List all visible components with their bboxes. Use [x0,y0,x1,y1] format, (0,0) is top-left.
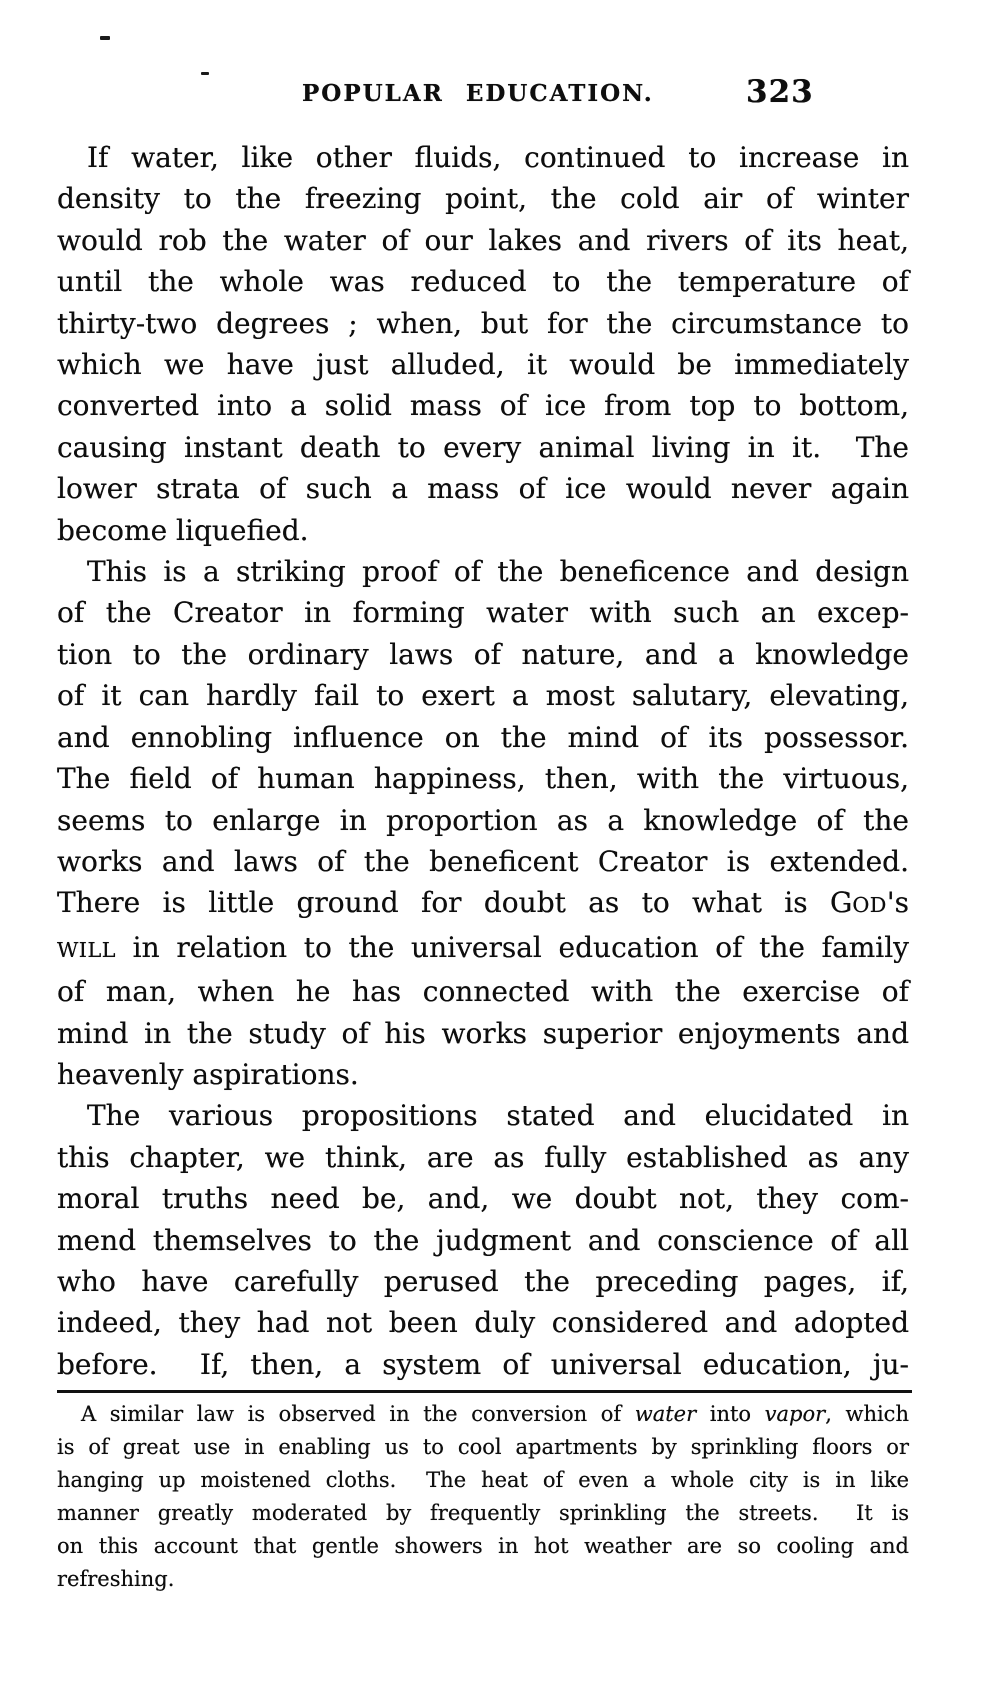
italic-text: vapor [764,1402,826,1426]
text-segment: become liquefied. [57,513,309,547]
text-segment: causing instant death to every animal living in it. The [57,430,909,464]
text-line [57,758,909,799]
text-line [57,1013,909,1054]
text-segment: who have carefully perused the preceding pages, if, [57,1264,909,1298]
text-segment: seems to enlarge in proportion as a knowledge of the [57,803,909,837]
text-line [57,1497,909,1530]
text-line [57,634,909,675]
running-title: POPULAR EDUCATION. [302,80,654,107]
italic-text: water [634,1402,697,1426]
text-line [57,1261,909,1302]
text-segment: heavenly aspirations. [57,1057,359,1091]
text-line [57,971,909,1012]
text-line [57,1530,909,1563]
text-segment: tion to the ordinary laws of nature, and a knowledge [57,637,909,671]
text-line [57,178,909,219]
scan-artifact-mark [100,36,110,40]
text-segment: The various propositions stated and elucidated in [87,1099,909,1133]
paragraph [57,137,909,551]
paragraph [57,1095,909,1385]
footnote-text [57,1398,909,1596]
text-segment: thirty-two degrees ; when, but for the circumstance to [57,306,909,340]
footnote-divider [57,1390,912,1393]
text-segment: density to the freezing point, the cold air of winter [57,182,909,216]
text-segment: The field of human happiness, then, with the virtuous, [57,762,909,796]
text-line [57,882,909,926]
text-segment: converted into a solid mass of ice from top to bottom, [57,389,909,423]
text-line [57,468,909,509]
text-line [57,841,909,882]
text-line [57,1344,909,1385]
text-segment: 's [886,886,909,920]
smallcaps-text: OD [852,893,887,918]
text-segment: hanging up moistened cloths. The heat of even a whole city is in like [57,1468,909,1492]
body-text [57,137,909,1385]
text-segment: before. If, then, a system of universal education, ju- [57,1347,909,1381]
text-line [57,1398,909,1431]
text-line [57,1054,909,1095]
text-segment: on this account that gentle showers in hot weather are so cooling and [57,1534,909,1558]
text-segment: of man, when he has connected with the exercise of [57,975,909,1009]
text-line [57,1563,909,1596]
text-segment: , which [825,1402,909,1426]
text-segment: There is little ground for doubt as to what is G [57,886,853,920]
text-segment: would rob the water of our lakes and rivers of its heat, [57,223,909,257]
text-segment: is of great use in enabling us to cool apartments by sprinkling floors or [57,1435,909,1459]
text-segment: manner greatly moderated by frequently sprinkling the streets. It is [57,1501,909,1525]
text-segment: This is a striking proof of the beneficence and design [87,555,909,589]
text-line [57,137,909,178]
text-line [57,303,909,344]
text-segment: of it can hardly fail to exert a most salutary, elevating, [57,679,909,713]
text-line [57,592,909,633]
scan-artifact-mark [201,72,209,75]
text-line [57,1095,909,1136]
text-line [57,220,909,261]
text-segment: this chapter, we think, are as fully established as any [57,1140,909,1174]
text-line [57,385,909,426]
text-segment: until the whole was reduced to the temperature of [57,265,909,299]
text-line [57,1220,909,1261]
text-segment: If water, like other fluids, continued to increase in [87,141,909,174]
paragraph [57,551,909,1095]
text-line [57,261,909,302]
text-segment: indeed, they had not been duly considered and adopted [57,1306,909,1340]
text-segment: which we have just alluded, it would be immediately [57,348,909,382]
text-line [57,675,909,716]
text-line [57,1464,909,1497]
text-line [57,1137,909,1178]
text-segment: works and laws of the beneficent Creator is extended. [57,844,909,878]
text-line [57,1302,909,1343]
text-segment: and ennobling influence on the mind of its possessor. [57,720,909,754]
smallcaps-text: WILL [57,937,116,962]
text-segment: mend themselves to the judgment and conscience of all [57,1223,909,1257]
text-segment: in relation to the universal education of the family [116,930,909,964]
text-segment: mind in the study of his works superior enjoyments and [57,1016,909,1050]
text-line [57,927,909,971]
page-number: 323 [746,74,814,110]
text-line [57,1178,909,1219]
text-segment: lower strata of such a mass of ice would never again [57,472,909,506]
text-segment: into [696,1402,765,1426]
text-line [57,510,909,551]
text-segment: moral truths need be, and, we doubt not, they com- [57,1182,909,1216]
text-line [57,800,909,841]
paragraph [57,1398,909,1596]
text-line [57,1431,909,1464]
text-segment: refreshing. [57,1567,175,1591]
text-line [57,551,909,592]
text-line [57,344,909,385]
text-line [57,717,909,758]
text-segment: A similar law is observed in the conversion of [81,1402,635,1426]
text-segment: of the Creator in forming water with such an excep- [57,596,909,630]
text-line [57,427,909,468]
